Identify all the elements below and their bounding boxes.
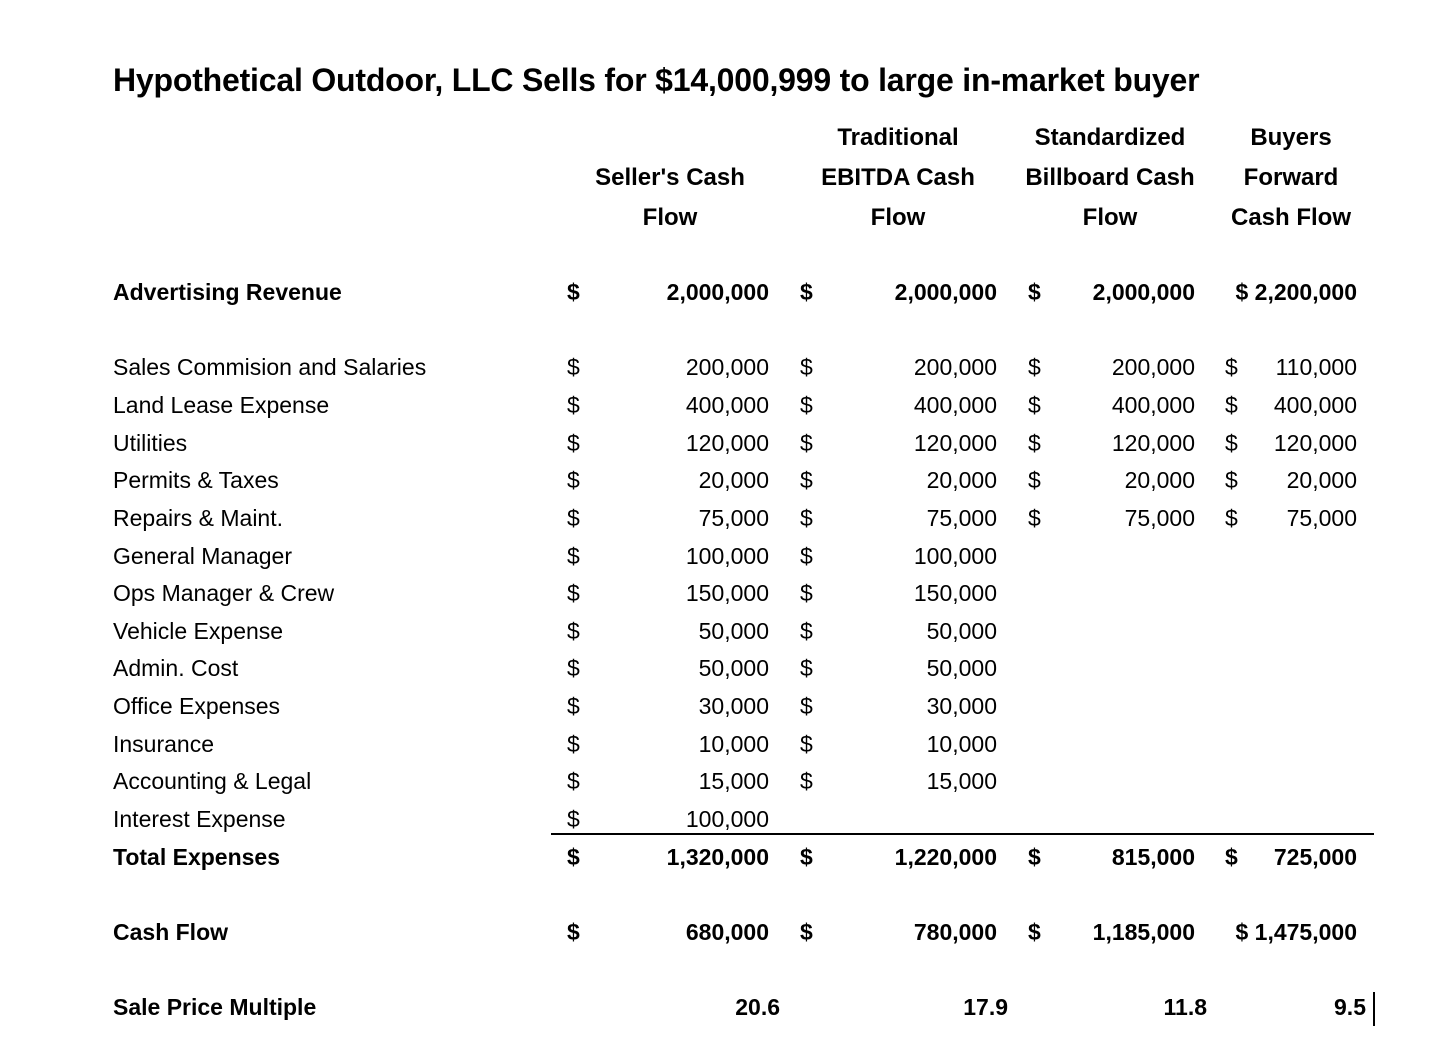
currency-sign: $ xyxy=(1225,844,1238,870)
currency-sign: $ xyxy=(567,392,580,418)
value-cell: $ 1,475,000 xyxy=(1235,919,1357,945)
value-cell: 50,000 xyxy=(926,655,997,681)
value-cell: 75,000 xyxy=(698,505,769,531)
currency-sign: $ xyxy=(1225,467,1238,493)
text-cursor xyxy=(1373,992,1375,1026)
value-cell: 200,000 xyxy=(685,354,769,380)
currency-sign: $ xyxy=(567,731,580,757)
column-header-traditional-ebitda xyxy=(798,118,998,238)
currency-sign: $ xyxy=(567,768,580,794)
currency-sign: $ xyxy=(1028,844,1041,870)
value-cell: $ 2,200,000 xyxy=(1235,279,1357,305)
header-line: Seller's Cash xyxy=(595,164,745,191)
currency-sign: $ xyxy=(567,543,580,569)
value-cell: 1,220,000 xyxy=(894,844,997,870)
value-cell: 1,185,000 xyxy=(1092,919,1195,945)
value-cell: 50,000 xyxy=(698,618,769,644)
value-cell: 75,000 xyxy=(926,505,997,531)
value-cell: 30,000 xyxy=(698,693,769,719)
header-line: Forward xyxy=(1243,164,1339,191)
sheet-title: Hypothetical Outdoor, LLC Sells for $14,000,999 to large in-market buyer xyxy=(113,62,1200,98)
value-cell: 150,000 xyxy=(685,580,769,606)
currency-sign: $ xyxy=(567,919,580,945)
currency-sign: $ xyxy=(800,919,813,945)
value-cell: 120,000 xyxy=(913,430,997,456)
total-expenses-row xyxy=(0,839,1444,875)
row-label: Land Lease Expense xyxy=(113,392,330,418)
value-cell: 15,000 xyxy=(926,768,997,794)
currency-sign: $ xyxy=(1225,505,1238,531)
expense-row xyxy=(0,575,1444,611)
expense-row xyxy=(0,538,1444,574)
currency-sign: $ xyxy=(567,505,580,531)
currency-sign: $ xyxy=(800,392,813,418)
row-label: Advertising Revenue xyxy=(113,279,342,305)
expense-row xyxy=(0,613,1444,649)
expense-row xyxy=(0,801,1444,837)
value-cell: 780,000 xyxy=(913,919,997,945)
row-label: Insurance xyxy=(113,731,215,757)
row-label: Accounting & Legal xyxy=(113,768,312,794)
currency-sign: $ xyxy=(567,467,580,493)
revenue-row xyxy=(0,274,1444,310)
value-cell: 20,000 xyxy=(926,467,997,493)
value-cell: 2,000,000 xyxy=(1092,279,1195,305)
currency-sign: $ xyxy=(800,731,813,757)
currency-sign: $ xyxy=(1028,430,1041,456)
value-cell: 75,000 xyxy=(1124,505,1195,531)
currency-sign: $ xyxy=(800,354,813,380)
value-cell: 10,000 xyxy=(926,731,997,757)
value-cell: 20,000 xyxy=(1286,467,1357,493)
currency-sign: $ xyxy=(1225,354,1238,380)
value-cell: 15,000 xyxy=(698,768,769,794)
currency-sign: $ xyxy=(567,618,580,644)
row-label: Sale Price Multiple xyxy=(113,994,317,1020)
value-cell: 50,000 xyxy=(926,618,997,644)
expense-row xyxy=(0,500,1444,536)
value-cell: 100,000 xyxy=(913,543,997,569)
value-cell: 680,000 xyxy=(685,919,769,945)
currency-sign: $ xyxy=(1028,279,1041,305)
column-header-buyers-forward xyxy=(1218,118,1364,238)
currency-sign: $ xyxy=(800,693,813,719)
value-cell: 11.8 xyxy=(1163,994,1207,1020)
value-cell: 400,000 xyxy=(685,392,769,418)
value-cell: 17.9 xyxy=(963,994,1008,1020)
currency-sign: $ xyxy=(1028,392,1041,418)
value-cell: 110,000 xyxy=(1275,354,1357,380)
header-line: EBITDA Cash xyxy=(821,164,975,191)
currency-sign: $ xyxy=(800,580,813,606)
row-label: Utilities xyxy=(113,430,188,456)
expense-row xyxy=(0,349,1444,385)
value-cell: 815,000 xyxy=(1111,844,1195,870)
column-header-standardized-billboard xyxy=(1010,118,1210,238)
value-cell: 20.6 xyxy=(735,994,780,1020)
currency-sign: $ xyxy=(800,543,813,569)
currency-sign: $ xyxy=(1028,505,1041,531)
header-line: Flow xyxy=(642,204,698,231)
currency-sign: $ xyxy=(800,430,813,456)
value-cell: 120,000 xyxy=(1273,430,1357,456)
currency-sign: $ xyxy=(800,279,813,305)
currency-sign: $ xyxy=(567,693,580,719)
currency-sign: $ xyxy=(567,279,580,305)
expense-row xyxy=(0,726,1444,762)
currency-sign: $ xyxy=(567,580,580,606)
value-cell: 75,000 xyxy=(1286,505,1357,531)
row-label: Cash Flow xyxy=(113,919,229,945)
value-cell: 100,000 xyxy=(685,806,769,832)
value-cell: 150,000 xyxy=(913,580,997,606)
row-label: Interest Expense xyxy=(113,806,286,832)
value-cell: 9.5 xyxy=(1334,994,1366,1020)
value-cell: 1,320,000 xyxy=(666,844,769,870)
row-label: Permits & Taxes xyxy=(113,467,279,493)
row-label: Total Expenses xyxy=(113,844,281,870)
value-cell: 2,000,000 xyxy=(666,279,769,305)
currency-sign: $ xyxy=(800,655,813,681)
header-line: Standardized xyxy=(1034,124,1186,151)
currency-sign: $ xyxy=(1028,354,1041,380)
value-cell: 30,000 xyxy=(926,693,997,719)
currency-sign: $ xyxy=(800,505,813,531)
currency-sign: $ xyxy=(567,354,580,380)
value-cell: 200,000 xyxy=(1111,354,1195,380)
value-cell: 200,000 xyxy=(913,354,997,380)
row-label: Repairs & Maint. xyxy=(113,505,284,531)
expense-row xyxy=(0,425,1444,461)
currency-sign: $ xyxy=(1028,467,1041,493)
value-cell: 120,000 xyxy=(685,430,769,456)
currency-sign: $ xyxy=(800,844,813,870)
value-cell: 20,000 xyxy=(698,467,769,493)
expense-row xyxy=(0,387,1444,423)
header-line: Flow xyxy=(1082,204,1138,231)
expense-row xyxy=(0,763,1444,799)
header-line: Traditional xyxy=(837,124,959,151)
row-label: Vehicle Expense xyxy=(113,618,284,644)
header-line: Buyers xyxy=(1250,124,1332,151)
currency-sign: $ xyxy=(567,655,580,681)
value-cell: 50,000 xyxy=(698,655,769,681)
value-cell: 120,000 xyxy=(1111,430,1195,456)
cash-flow-row xyxy=(0,914,1444,950)
currency-sign: $ xyxy=(800,618,813,644)
currency-sign: $ xyxy=(1225,392,1238,418)
expense-row xyxy=(0,688,1444,724)
sale-price-multiple-row xyxy=(0,989,1444,1025)
row-label: Sales Commision and Salaries xyxy=(113,354,427,380)
value-cell: 10,000 xyxy=(698,731,769,757)
currency-sign: $ xyxy=(567,806,580,832)
row-label: General Manager xyxy=(113,543,292,569)
value-cell: 400,000 xyxy=(1273,392,1357,418)
total-divider-line xyxy=(551,833,1374,835)
currency-sign: $ xyxy=(567,430,580,456)
currency-sign: $ xyxy=(800,467,813,493)
value-cell: 20,000 xyxy=(1124,467,1195,493)
currency-sign: $ xyxy=(567,844,580,870)
header-line: Cash Flow xyxy=(1230,204,1351,231)
currency-sign: $ xyxy=(800,768,813,794)
row-label: Ops Manager & Crew xyxy=(113,580,335,606)
value-cell: 725,000 xyxy=(1273,844,1357,870)
value-cell: 400,000 xyxy=(913,392,997,418)
header-line: Flow xyxy=(870,204,926,231)
column-header-sellers-cash-flow xyxy=(565,118,775,238)
currency-sign: $ xyxy=(1225,430,1238,456)
row-label: Office Expenses xyxy=(113,693,281,719)
value-cell: 100,000 xyxy=(685,543,769,569)
currency-sign: $ xyxy=(1028,919,1041,945)
value-cell: 400,000 xyxy=(1111,392,1195,418)
row-label: Admin. Cost xyxy=(113,655,239,681)
header-line: Billboard Cash xyxy=(1025,164,1195,191)
value-cell: 2,000,000 xyxy=(894,279,997,305)
expense-row xyxy=(0,462,1444,498)
expense-row xyxy=(0,650,1444,686)
